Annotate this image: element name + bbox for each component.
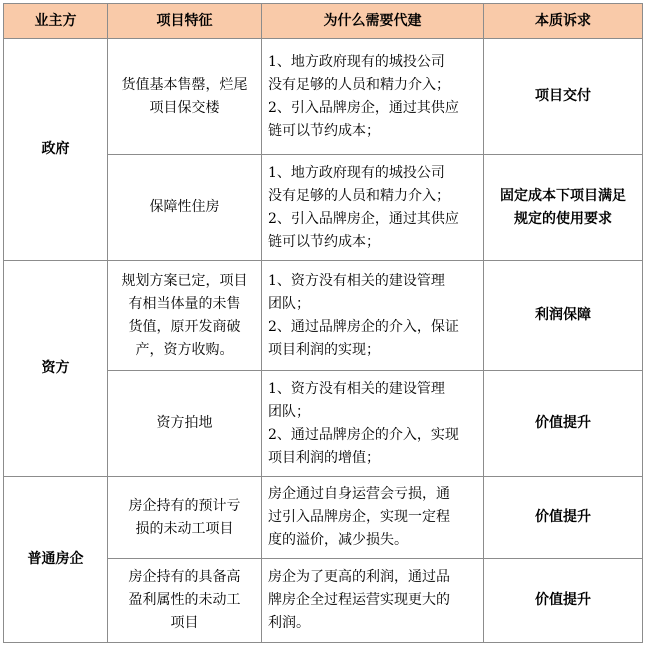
reason-cell — [262, 559, 484, 643]
cell-line: 没有足够的人员和精力介入； — [268, 187, 450, 204]
header-feature: 项目特征 — [108, 4, 262, 39]
header-appeal: 本质诉求 — [484, 4, 643, 39]
cell-line: 牌房企全过程运营实现更大的 — [268, 592, 450, 608]
cell-line: 房企持有的预计亏 — [128, 497, 241, 514]
header-owner: 业主方 — [4, 4, 108, 39]
cell-line: 1、资方没有相关的建设管理 — [268, 380, 445, 397]
cell-line: 价值提升 — [535, 415, 591, 431]
reason-cell — [262, 371, 484, 477]
header-reason: 为什么需要代建 — [262, 4, 484, 39]
feature-cell — [108, 371, 262, 477]
cell-line: 1、资方没有相关的建设管理 — [268, 272, 445, 289]
cell-line: 项目 — [170, 615, 199, 631]
table-row — [4, 477, 643, 559]
table-row — [4, 261, 643, 371]
feature-cell — [108, 477, 262, 559]
cell-line: 1、地方政府现有的城投公司 — [268, 53, 445, 70]
demand-table — [3, 3, 643, 643]
cell-line: 利润保障 — [535, 307, 591, 323]
owner-cell: 资方 — [4, 261, 108, 477]
cell-line: 度的溢价，减少损失。 — [268, 532, 408, 548]
feature-cell — [108, 155, 262, 261]
cell-line: 规定的使用要求 — [514, 210, 612, 227]
header-row — [4, 4, 643, 39]
appeal-cell — [484, 155, 643, 261]
appeal-cell — [484, 39, 643, 155]
cell-line: 项目交付 — [535, 88, 591, 104]
reason-cell — [262, 39, 484, 155]
reason-cell — [262, 155, 484, 261]
cell-line: 保障性住房 — [149, 199, 220, 215]
cell-line: 过引入品牌房企，实现一定程 — [268, 509, 450, 525]
cell-line: 利润。 — [268, 615, 310, 631]
feature-cell — [108, 261, 262, 371]
cell-line: 房企持有的具备高 — [128, 569, 241, 585]
cell-line: 2、通过品牌房企的介入，保证 — [268, 318, 459, 335]
cell-line: 链可以节约成本； — [268, 122, 380, 139]
appeal-cell — [484, 559, 643, 643]
cell-line: 项目利润的实现； — [268, 341, 380, 358]
cell-line: 没有足够的人员和精力介入； — [268, 76, 450, 93]
table-row — [4, 39, 643, 155]
reason-cell — [262, 261, 484, 371]
cell-line: 产，资方收购。 — [135, 341, 234, 358]
cell-line: 团队； — [268, 403, 310, 420]
reason-cell — [262, 477, 484, 559]
cell-line: 有相当体量的未售 — [128, 295, 241, 312]
cell-line: 项目保交楼 — [149, 99, 220, 116]
cell-line: 损的未动工项目 — [135, 520, 234, 537]
cell-line: 2、引入品牌房企，通过其供应 — [268, 210, 459, 227]
cell-line: 团队； — [268, 295, 310, 312]
appeal-cell — [484, 261, 643, 371]
cell-line: 货值基本售罄，烂尾 — [121, 76, 248, 93]
appeal-cell — [484, 371, 643, 477]
cell-line: 货值，原开发商破 — [128, 318, 241, 335]
cell-line: 房企通过自身运营会亏损，通 — [268, 486, 450, 502]
cell-line: 资方拍地 — [156, 415, 213, 431]
cell-line: 2、引入品牌房企，通过其供应 — [268, 99, 459, 116]
appeal-cell — [484, 477, 643, 559]
cell-line: 1、地方政府现有的城投公司 — [268, 164, 445, 181]
feature-cell — [108, 39, 262, 155]
cell-line: 规划方案已定，项目 — [121, 272, 248, 289]
feature-cell — [108, 559, 262, 643]
cell-line: 固定成本下项目满足 — [500, 187, 626, 204]
cell-line: 项目利润的增值； — [268, 449, 380, 466]
cell-line: 链可以节约成本； — [268, 233, 380, 250]
owner-cell: 政府 — [4, 39, 108, 261]
cell-line: 房企为了更高的利润，通过品 — [268, 569, 450, 585]
cell-line: 价值提升 — [535, 509, 591, 525]
cell-line: 盈利属性的未动工 — [128, 592, 241, 608]
cell-line: 价值提升 — [535, 592, 591, 608]
cell-line: 2、通过品牌房企的介入，实现 — [268, 426, 459, 443]
table-body — [4, 39, 643, 643]
owner-cell: 普通房企 — [4, 477, 108, 643]
